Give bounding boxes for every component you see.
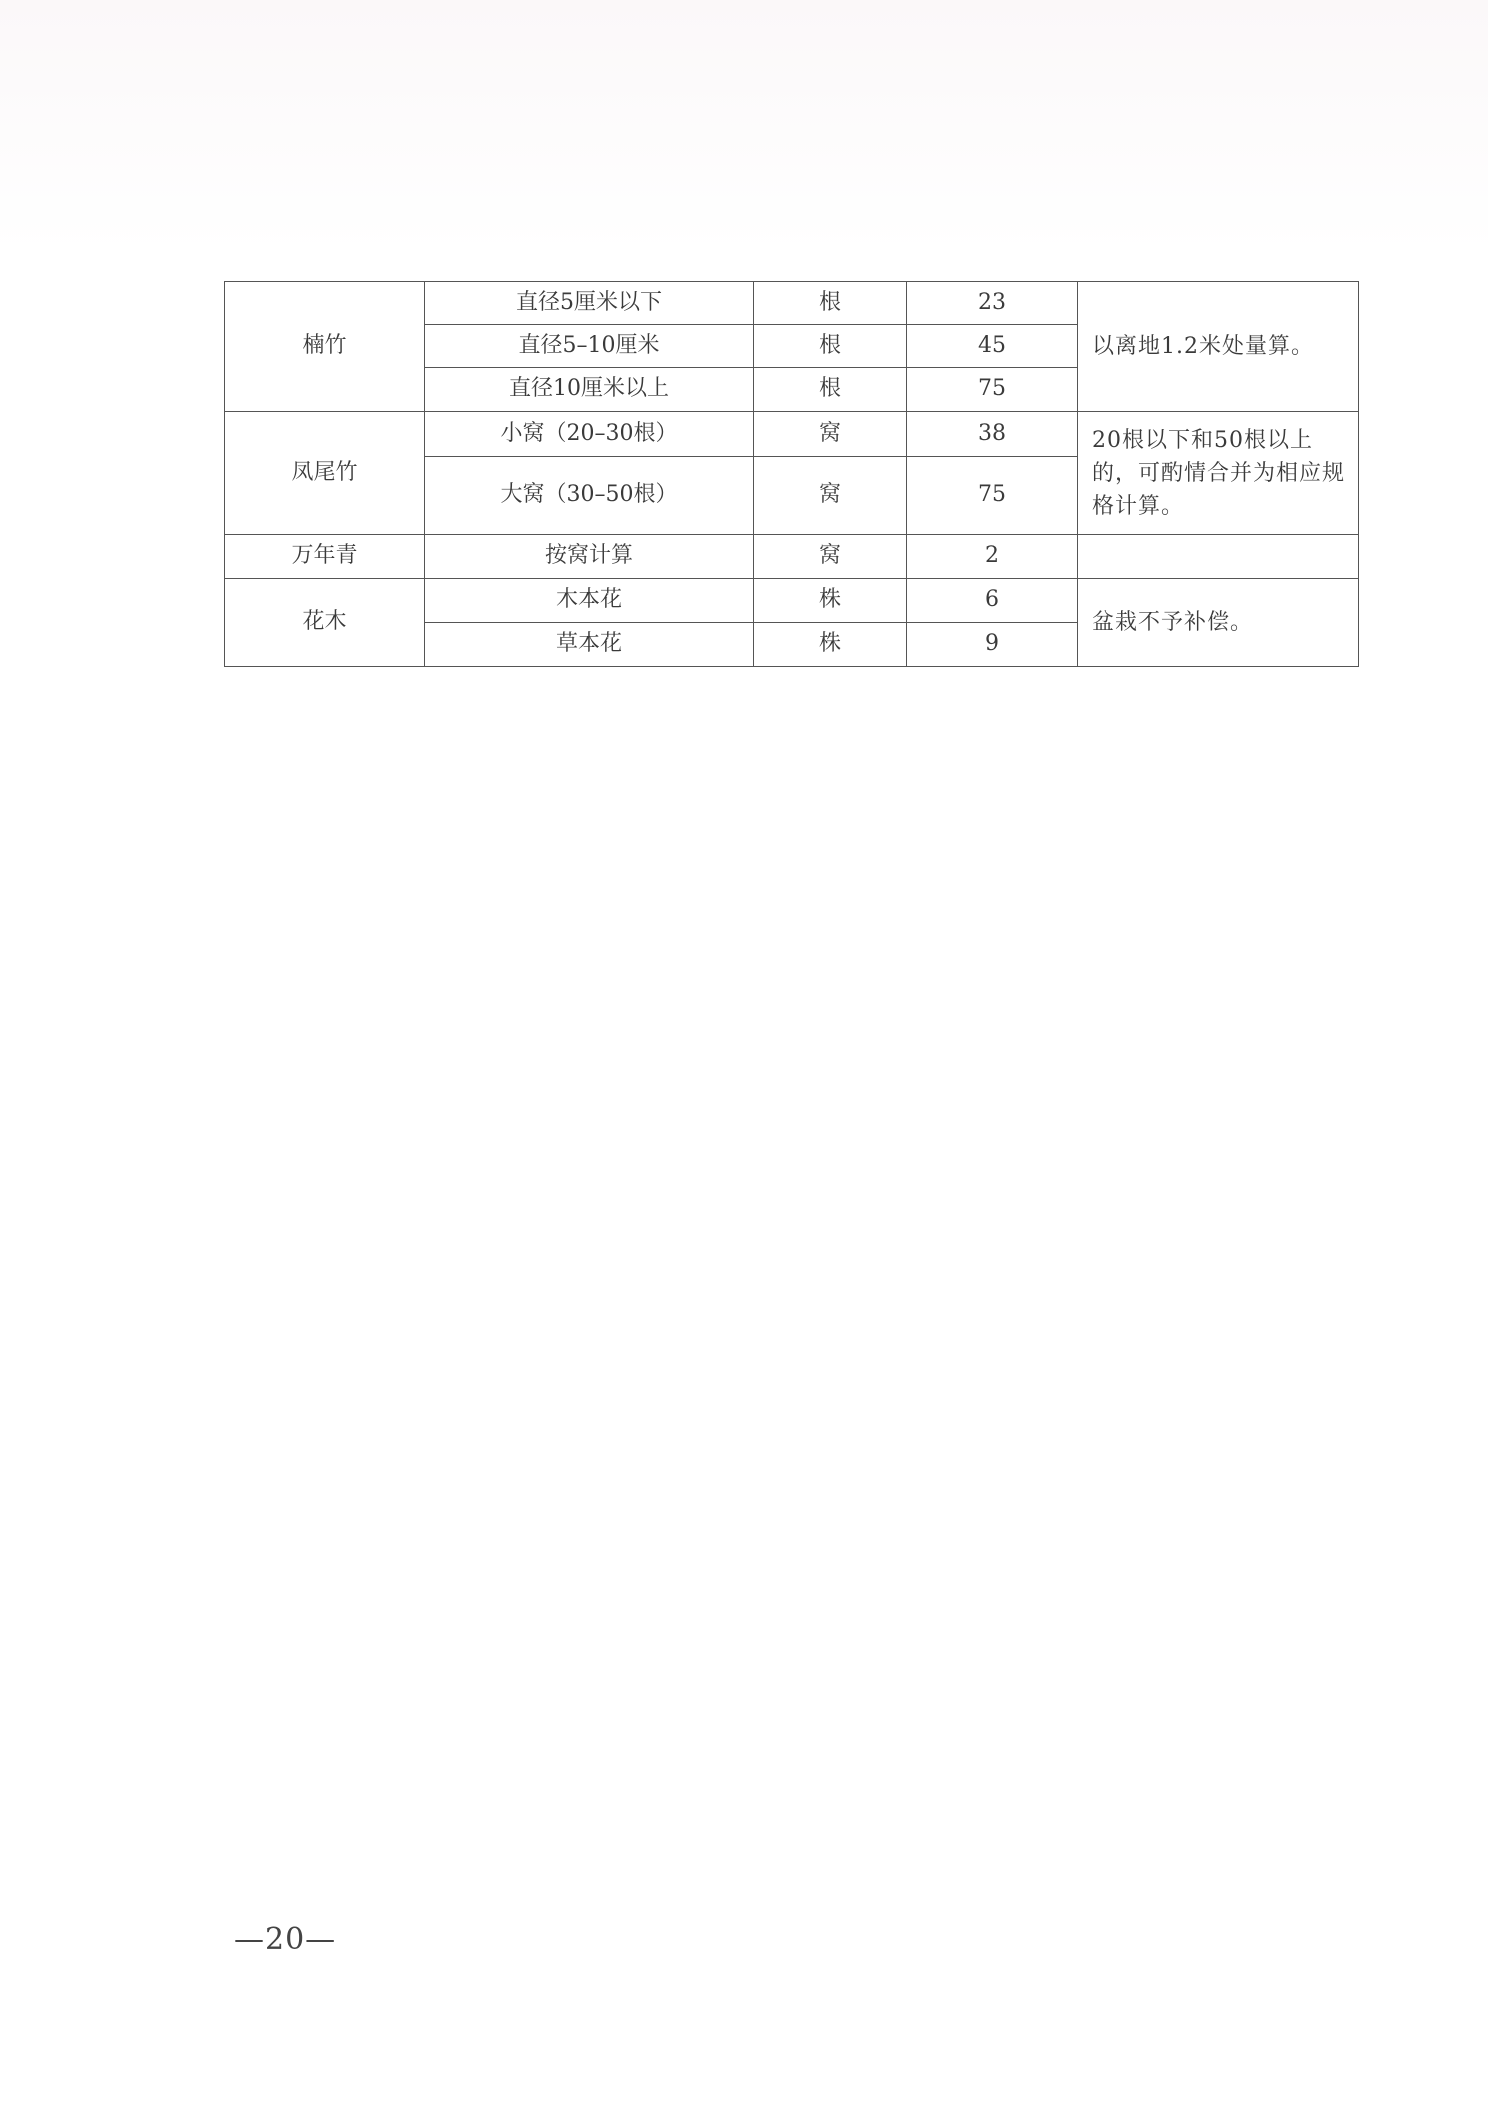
table-row [225,282,1359,325]
unit-cell: 窝 [754,457,907,535]
value-cell: 38 [907,412,1078,457]
value-cell: 2 [907,535,1078,579]
category-cell: 凤尾竹 [225,412,425,535]
table-row [225,412,1359,457]
spec-cell: 木本花 [425,579,754,623]
table-row [225,579,1359,623]
note-cell: 20根以下和50根以上的，可酌情合并为相应规格计算。 [1078,412,1359,535]
unit-cell: 株 [754,623,907,667]
value-cell: 75 [907,368,1078,412]
category-cell: 花木 [225,579,425,667]
unit-cell: 根 [754,368,907,412]
note-cell: 盆栽不予补偿。 [1078,579,1359,667]
spec-cell: 直径5–10厘米 [425,325,754,368]
spec-cell: 直径10厘米以上 [425,368,754,412]
value-cell: 23 [907,282,1078,325]
value-cell: 6 [907,579,1078,623]
unit-cell: 根 [754,282,907,325]
spec-cell: 小窝（20–30根） [425,412,754,457]
unit-cell: 窝 [754,535,907,579]
spec-cell: 按窝计算 [425,535,754,579]
unit-cell: 根 [754,325,907,368]
category-cell: 万年青 [225,535,425,579]
note-cell: 以离地1.2米处量算。 [1078,282,1359,412]
compensation-table [224,281,1359,667]
spec-cell: 草本花 [425,623,754,667]
value-cell: 45 [907,325,1078,368]
spec-cell: 直径5厘米以下 [425,282,754,325]
category-cell: 楠竹 [225,282,425,412]
unit-cell: 窝 [754,412,907,457]
value-cell: 9 [907,623,1078,667]
value-cell: 75 [907,457,1078,535]
note-cell [1078,535,1359,579]
spec-cell: 大窝（30–50根） [425,457,754,535]
table-row [225,535,1359,579]
unit-cell: 株 [754,579,907,623]
page-number: —20— [234,1922,337,1957]
